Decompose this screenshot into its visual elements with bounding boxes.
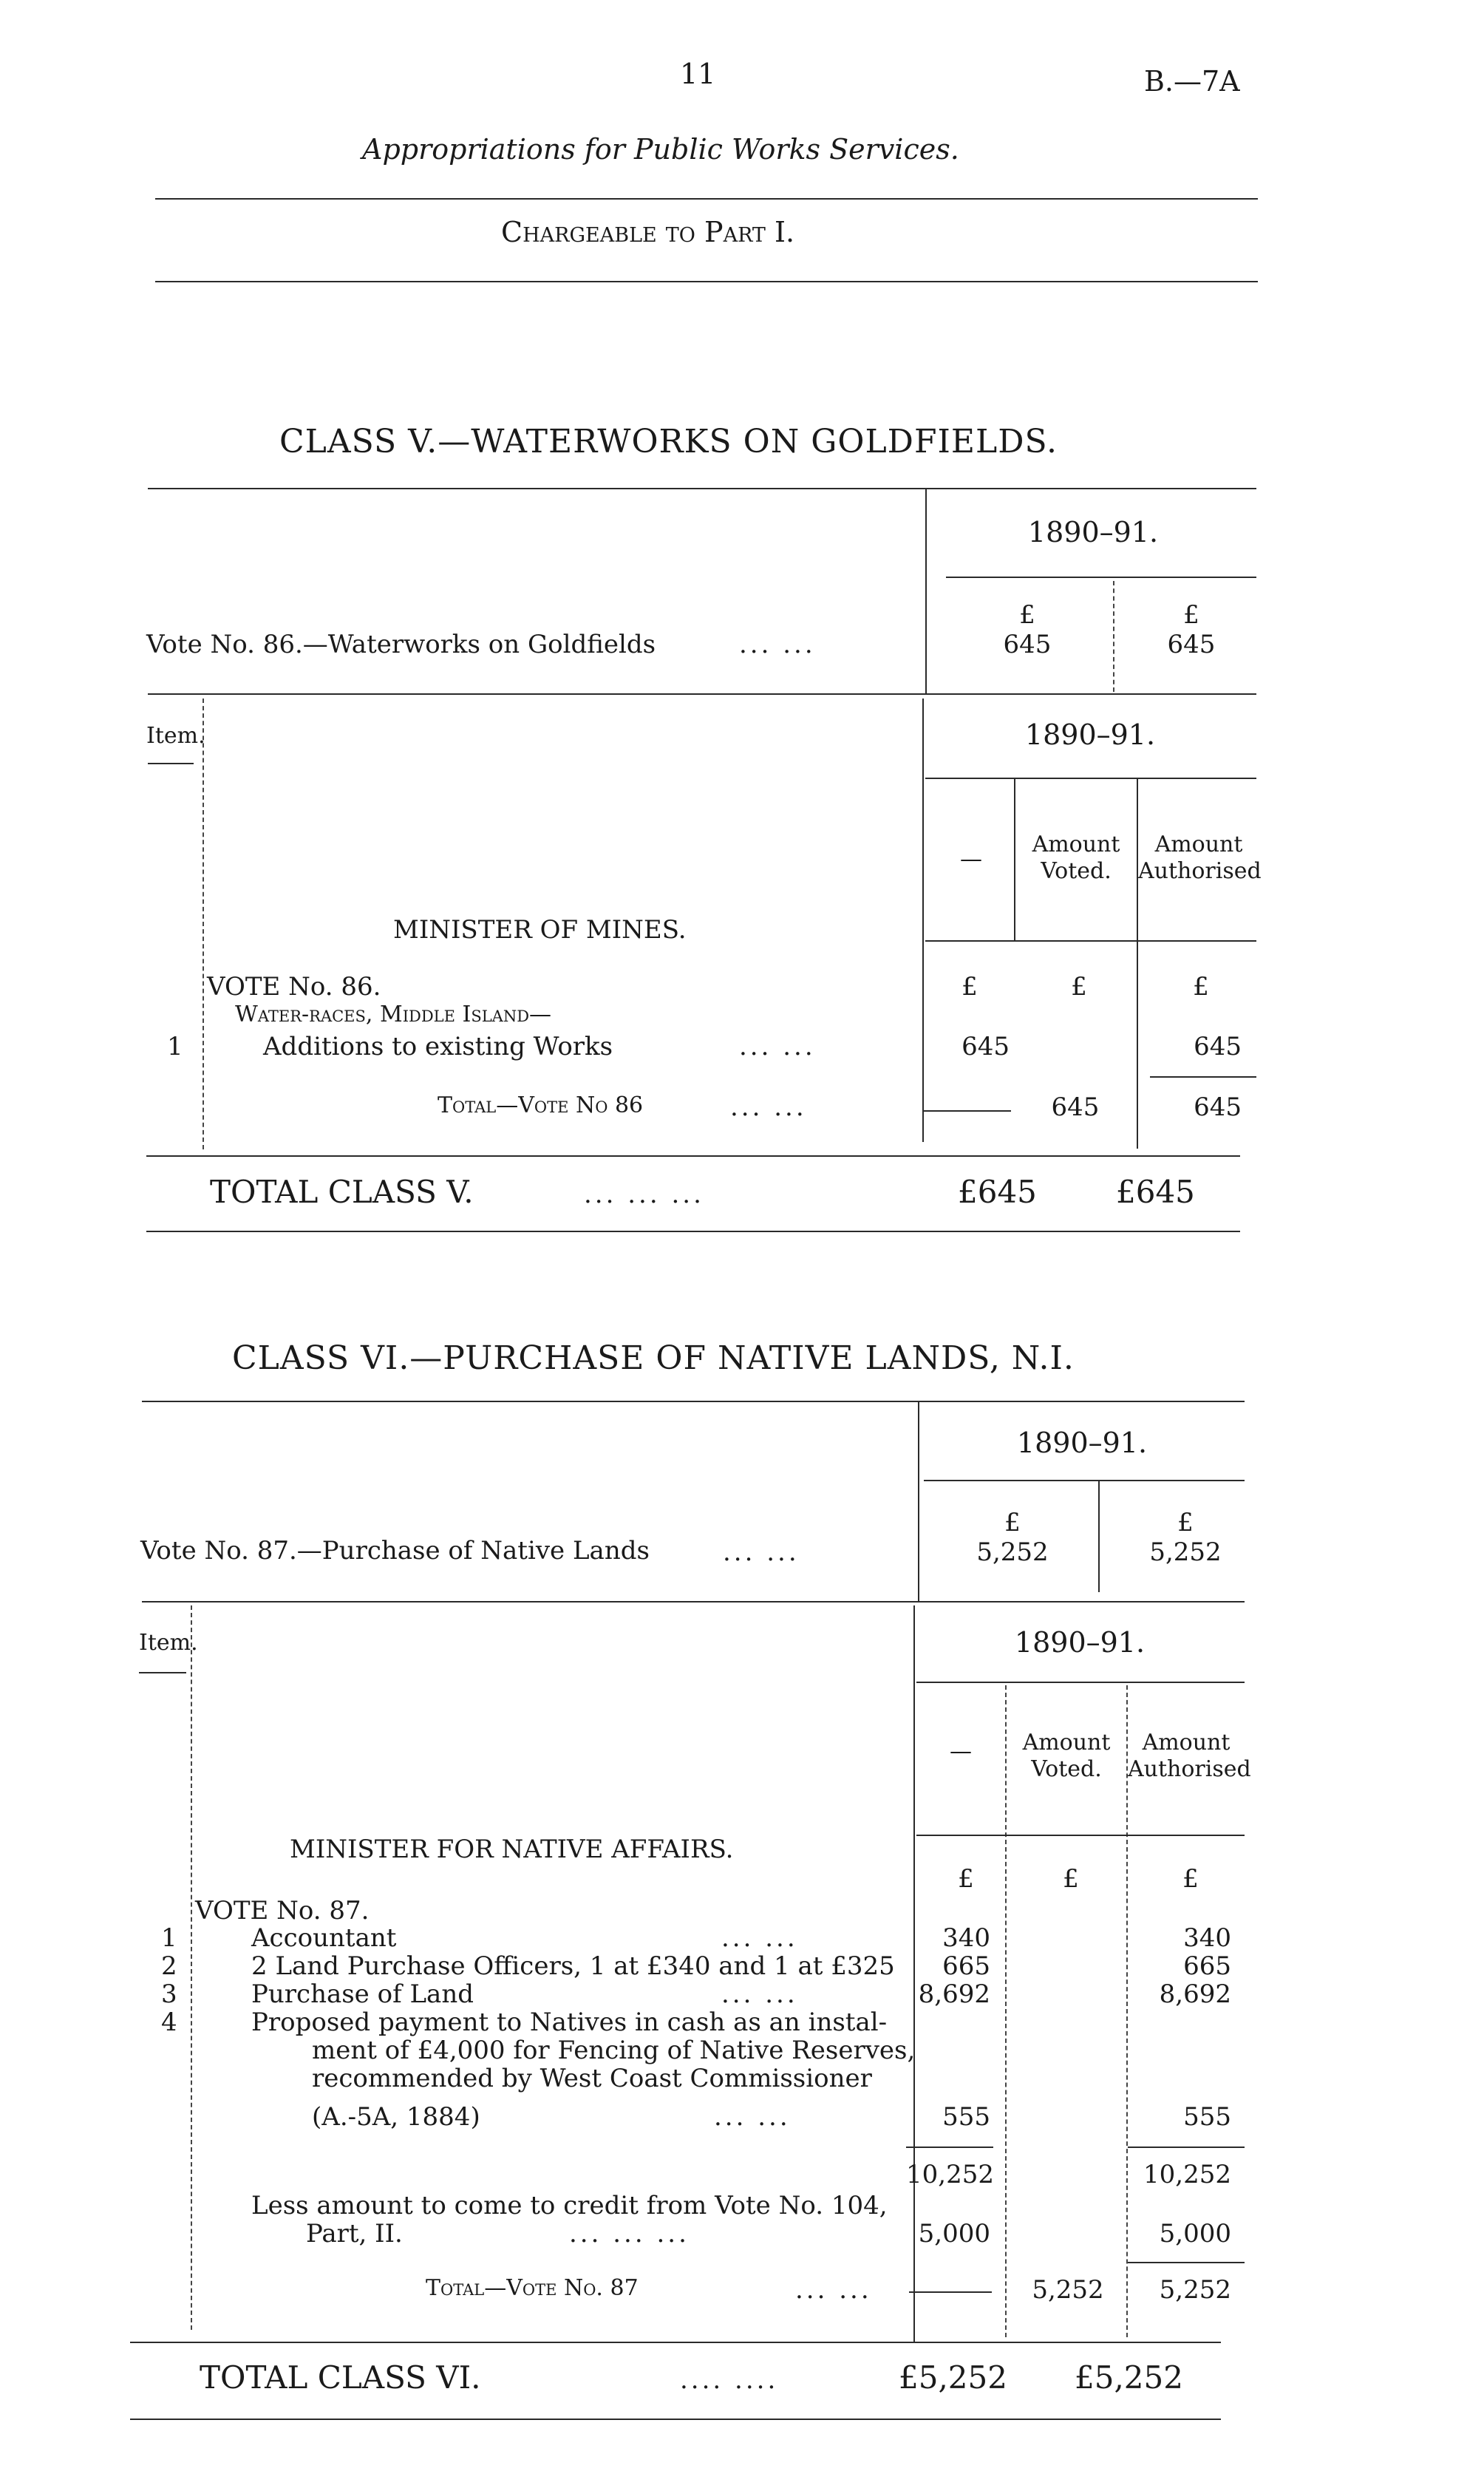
item-description-cont: (A.-5A, 1884) xyxy=(312,2102,480,2132)
leader-dots: ... ... ... xyxy=(584,1180,704,1209)
item-description: Purchase of Land xyxy=(251,1979,474,2009)
column-divider xyxy=(1098,1481,1100,1592)
item-description-cont: ment of £4,000 for Fencing of Native Reserves, xyxy=(312,2036,916,2065)
rule xyxy=(925,940,1256,942)
rule xyxy=(148,763,194,764)
rule xyxy=(925,778,1256,779)
currency-symbol: £ xyxy=(1019,600,1035,630)
document-reference: B.—7A xyxy=(1144,65,1240,98)
item-description: Accountant xyxy=(251,1923,397,1953)
header-line: Authorised xyxy=(1138,858,1262,884)
total-class-label: TOTAL CLASS V. xyxy=(210,1174,474,1210)
item-column-header: Item. xyxy=(146,723,205,749)
total-vote-authorised: 645 xyxy=(1194,1092,1242,1122)
item-number: 4 xyxy=(161,2008,177,2037)
total-class-amount: £5,252 xyxy=(899,2359,1007,2396)
class-v-heading: CLASS V.—WATERWORKS ON GOLDFIELDS. xyxy=(279,423,1058,460)
leader-dots: ... ... xyxy=(739,630,816,659)
rule xyxy=(924,1110,1011,1112)
column-divider xyxy=(1005,1685,1007,2337)
rule xyxy=(916,1835,1245,1836)
currency-symbol: £ xyxy=(1177,1508,1194,1537)
total-vote-voted: 645 xyxy=(1051,1092,1100,1122)
currency-symbol: £ xyxy=(1071,972,1087,1002)
page-subtitle: Chargeable to Part I. xyxy=(501,216,795,248)
column-divider xyxy=(922,699,924,1142)
currency-symbol: £ xyxy=(1182,1864,1199,1894)
item-column-header: Item. xyxy=(139,1630,198,1656)
subtotal-amount: 10,252 xyxy=(906,2160,994,2189)
minister-heading: MINISTER OF MINES. xyxy=(393,915,687,945)
item-description-cont: recommended by West Coast Commissioner xyxy=(312,2064,872,2093)
dash-column-header: — xyxy=(960,846,982,872)
vote-amount: 5,252 xyxy=(976,1537,1049,1567)
total-class-amount: £5,252 xyxy=(1075,2359,1183,2396)
minister-heading: MINISTER FOR NATIVE AFFAIRS. xyxy=(290,1835,734,1864)
less-line: Part, II. xyxy=(306,2219,403,2249)
vote-amount: 645 xyxy=(1003,630,1052,659)
vote-line: Vote No. 87.—Purchase of Native Lands xyxy=(140,1536,650,1566)
leader-dots: ... ... xyxy=(723,1537,800,1567)
total-vote-label: Total—Vote No. 87 xyxy=(426,2275,639,2301)
rule xyxy=(148,488,1256,489)
item-number: 1 xyxy=(167,1032,183,1061)
rule xyxy=(924,1480,1245,1481)
less-amount: 5,000 xyxy=(918,2219,990,2249)
currency-symbol: £ xyxy=(1063,1864,1079,1894)
currency-symbol: £ xyxy=(1183,600,1199,630)
rule xyxy=(916,1682,1245,1683)
dash-column-header: — xyxy=(950,1738,972,1764)
amount-authorised-header xyxy=(1138,832,1262,885)
leader-dots: ... ... xyxy=(739,1032,816,1061)
column-divider xyxy=(191,1605,192,2330)
total-vote-authorised: 5,252 xyxy=(1159,2275,1231,2305)
year-header: 1890–91. xyxy=(1014,1626,1146,1659)
item-authorised: 665 xyxy=(1183,1951,1231,1981)
rule xyxy=(130,2419,1221,2420)
item-description: Additions to existing Works xyxy=(263,1032,613,1061)
item-description: Proposed payment to Natives in cash as an instal- xyxy=(251,2008,888,2037)
subtotal-authorised: 10,252 xyxy=(1143,2160,1231,2189)
column-divider xyxy=(1113,581,1114,692)
item-authorised: 645 xyxy=(1194,1032,1242,1061)
vote-label: VOTE No. 87. xyxy=(195,1896,370,1926)
rule xyxy=(130,2342,1221,2343)
rule xyxy=(1128,2262,1245,2263)
total-class-amount: £645 xyxy=(1116,1174,1195,1210)
vote-amount: 645 xyxy=(1167,630,1216,659)
amount-voted-header xyxy=(1007,1730,1126,1783)
item-number: 1 xyxy=(161,1923,177,1953)
rule xyxy=(139,1672,186,1673)
item-amount: 645 xyxy=(961,1032,1010,1061)
rule xyxy=(155,198,1258,200)
vote-amount: 5,252 xyxy=(1149,1537,1222,1567)
rule xyxy=(146,1231,1240,1232)
rule xyxy=(1128,2147,1245,2148)
item-authorised: 8,692 xyxy=(1159,1979,1231,2009)
item-authorised: 555 xyxy=(1183,2102,1231,2132)
page-title: Appropriations for Public Works Services. xyxy=(362,133,959,166)
less-line: Less amount to come to credit from Vote No. 104, xyxy=(251,2191,888,2220)
leader-dots: ... ... xyxy=(721,1979,798,2009)
page-number: 11 xyxy=(680,58,716,90)
item-amount: 665 xyxy=(942,1951,990,1981)
class-vi-heading: CLASS VI.—PURCHASE OF NATIVE LANDS, N.I. xyxy=(232,1339,1075,1377)
leader-dots: ... ... xyxy=(721,1923,798,1953)
currency-symbol: £ xyxy=(1004,1508,1021,1537)
rule xyxy=(146,1155,1240,1157)
year-header: 1890–91. xyxy=(1027,516,1159,548)
header-line: Voted. xyxy=(1031,1756,1102,1782)
leader-dots: ... ... ... xyxy=(569,2219,690,2249)
less-authorised: 5,000 xyxy=(1159,2219,1231,2249)
amount-authorised-header xyxy=(1128,1730,1251,1783)
header-line: Voted. xyxy=(1041,858,1112,884)
header-line: Amount xyxy=(1154,832,1243,857)
leader-dots: ... ... xyxy=(795,2275,872,2305)
year-header: 1890–91. xyxy=(1024,718,1156,751)
rule xyxy=(148,693,1256,695)
total-vote-voted: 5,252 xyxy=(1032,2275,1104,2305)
header-line: Amount xyxy=(1142,1730,1231,1755)
rule xyxy=(155,281,1258,282)
rule xyxy=(1150,1076,1256,1078)
leader-dots: ... ... xyxy=(714,2102,791,2132)
item-amount: 8,692 xyxy=(918,1979,990,2009)
subhead: Water-races, Middle Island— xyxy=(235,1002,552,1027)
item-description: 2 Land Purchase Officers, 1 at £340 and 1 at £325 xyxy=(251,1951,895,1981)
rule xyxy=(142,1601,1245,1602)
total-class-label: TOTAL CLASS VI. xyxy=(200,2359,481,2396)
total-class-amount: £645 xyxy=(958,1174,1037,1210)
rule xyxy=(142,1401,1245,1402)
item-amount: 555 xyxy=(942,2102,990,2132)
rule xyxy=(906,2147,993,2148)
amount-voted-header xyxy=(1015,832,1137,885)
header-line: Authorised xyxy=(1128,1756,1251,1782)
column-divider xyxy=(202,699,204,1149)
rule xyxy=(909,2291,992,2293)
leader-dots: .... .... xyxy=(680,2365,779,2395)
item-authorised: 340 xyxy=(1183,1923,1231,1953)
currency-symbol: £ xyxy=(1193,972,1209,1002)
header-line: Amount xyxy=(1022,1730,1111,1755)
item-number: 2 xyxy=(161,1951,177,1981)
year-header: 1890–91. xyxy=(1016,1427,1148,1459)
vote-line: Vote No. 86.—Waterworks on Goldfields xyxy=(146,630,656,659)
header-line: Amount xyxy=(1032,832,1120,857)
currency-symbol: £ xyxy=(961,972,978,1002)
currency-symbol: £ xyxy=(958,1864,974,1894)
item-number: 3 xyxy=(161,1979,177,2009)
leader-dots: ... ... xyxy=(730,1092,807,1122)
rule xyxy=(946,577,1256,578)
vote-label: VOTE No. 86. xyxy=(207,972,381,1002)
total-vote-label: Total—Vote No 86 xyxy=(438,1092,644,1118)
item-amount: 340 xyxy=(942,1923,990,1953)
